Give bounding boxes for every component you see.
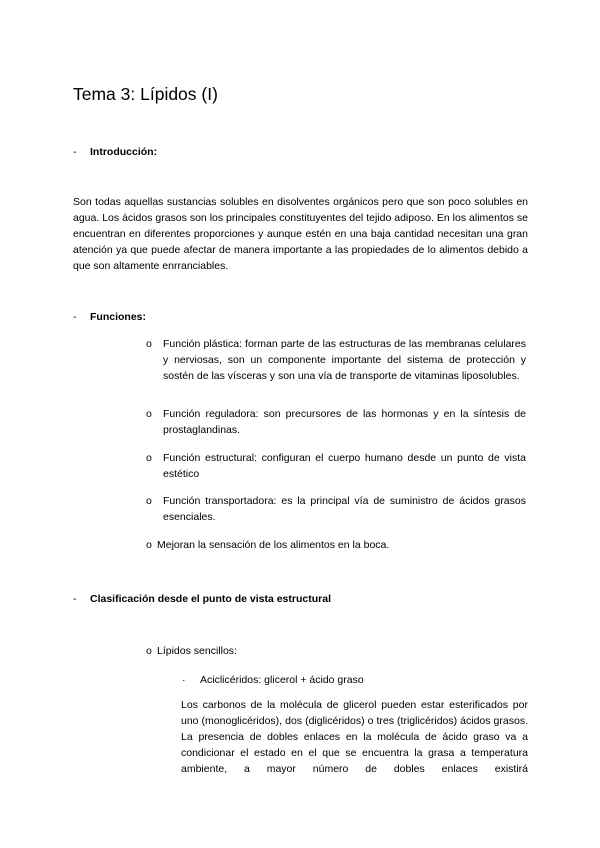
list-item-text: Mejoran la sensación de los alimentos en la boca. (157, 539, 390, 551)
list-item-text: Función reguladora: son precursores de las hormonas y en la síntesis de prostaglandinas. (163, 408, 526, 436)
bullet-marker: o (146, 408, 152, 420)
intro-paragraph: Son todas aquellas sustancias solubles en disolventes orgánicos pero que son poco solubles en agua. Los ácidos grasos son los principales constituyentes del tejido adiposo. En los alimentos se encuentran en diferentes proporciones y aunque estén en una baja cantidad necesitan una gran atención ya que puede afectar de manera importante a las propiedades de lo alimentos debido a que son altamente enrranciables. (73, 196, 528, 272)
heading-text: Clasificación desde el punto de vista estructural (90, 593, 331, 605)
bullet-marker: o (146, 495, 152, 507)
heading-dash: - (73, 146, 77, 158)
section-heading-intro (73, 146, 157, 158)
list-item-text: Función estructural: configuran el cuerpo humano desde un punto de vista estético (163, 452, 526, 480)
list-item-text: Función transportadora: es la principal vía de suministro de ácidos grasos esenciales. (163, 495, 526, 523)
bullet-marker: o (146, 338, 152, 350)
heading-dash: - (73, 311, 77, 323)
section-heading-funciones (73, 311, 146, 323)
heading-dash: - (73, 593, 77, 605)
heading-text: Introducción: (90, 146, 158, 158)
bullet-marker: o (146, 539, 152, 551)
section-heading-clasificacion (73, 593, 331, 605)
sub-list-item (182, 672, 364, 688)
list-item-text: Función plástica: forman parte de las estructuras de las membranas celulares y nerviosas, son un componente importante del sistema de protección y sostén de las vísceras y son una vía de transporte de vitaminas liposolubles. (163, 338, 526, 382)
sub-bullet-marker: · (182, 674, 186, 686)
document-title: Tema 3: Lípidos (I) (73, 84, 218, 104)
bullet-marker: o (146, 452, 152, 464)
sub-list-item-text: Aciclicéridos: glicerol + ácido graso (200, 674, 364, 686)
aciclicerides-paragraph: Los carbonos de la molécula de glicerol pueden estar esterificados por uno (monoglicéridos), dos (diglicéridos) o tres (triglicéridos) ácidos grasos. La presencia de dobles enlaces en la molécula de ácido graso va a condicionar el estado en el que se encuentra la grasa a temperatura ambiente, a mayor número de dobles enlaces existirá (181, 699, 528, 775)
bullet-marker: o (146, 645, 152, 657)
heading-text: Funciones: (90, 311, 147, 323)
list-item-text: Lípidos sencillos: (157, 645, 237, 657)
